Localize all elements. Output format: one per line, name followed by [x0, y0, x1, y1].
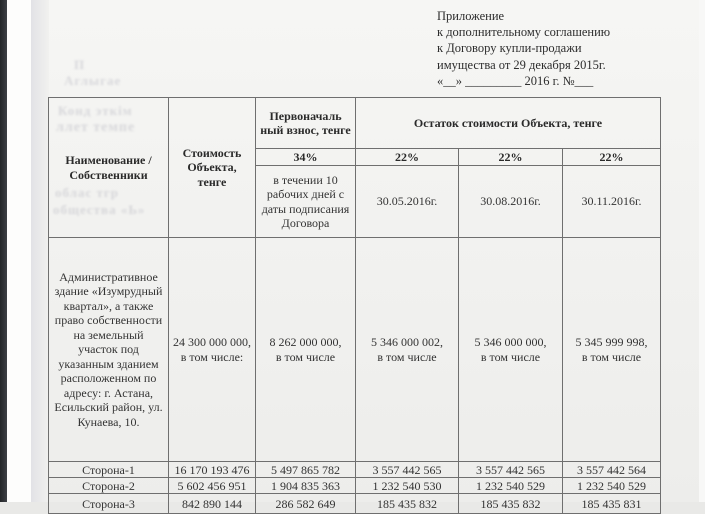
table-row [49, 494, 661, 514]
cell-payment-1: 3 557 442 565 [356, 462, 459, 478]
cell-payment-2: 1 232 540 529 [459, 478, 563, 494]
bleedthrough-text: облас тгр [55, 185, 120, 200]
doc-header-line: имущества от 29 декабря 2015г. [437, 57, 606, 72]
col-header-due-date-3: 30.11.2016г. [563, 166, 661, 238]
cell-payment-2 [459, 238, 563, 462]
col-header-due-date-1: 30.05.2016г. [356, 166, 459, 238]
table-row [49, 462, 661, 478]
amount: 24 300 000 000, [173, 334, 251, 349]
table-row [49, 478, 661, 494]
cell-initial-payment: 1 904 835 363 [256, 478, 356, 494]
cell-payment-2: 185 435 832 [459, 494, 563, 514]
scan-right-edge [699, 0, 705, 502]
col-header-cost: Стоимость Объекта, тенге [169, 98, 256, 238]
col-header-remainder-pct-2: 22% [459, 149, 563, 166]
cell-payment-1: 1 232 540 530 [356, 478, 459, 494]
bleedthrough-text: ллет темпе [56, 120, 136, 135]
payment-schedule-table [48, 97, 661, 514]
amount-note: в том числе: [180, 349, 244, 364]
cell-payment-2: 3 557 442 565 [459, 462, 563, 478]
scan-edge-gradient [31, 0, 49, 502]
col-header-due-date-2: 30.08.2016г. [459, 166, 563, 238]
scan-edge-shadow [0, 0, 7, 502]
cell-total-cost: 16 170 193 476 [169, 462, 256, 478]
cell-total-cost [169, 238, 256, 462]
cell-payment-1: 185 435 832 [356, 494, 459, 514]
col-header-remainder-pct-1: 22% [356, 149, 459, 166]
cell-initial-payment: 5 497 865 782 [256, 462, 356, 478]
cell-object-name: Административно​е здание «Изумрудный квартал», а также право собственности на земельный участок под указанным зданием расположенном по адресу: г. Астана, Есильский район, ул. Кунаева, 10. [49, 238, 169, 462]
amount-note: в том числе [377, 349, 437, 364]
cell-total-cost: 842 890 144 [169, 494, 256, 514]
cell-payment-3: 185 435 831 [563, 494, 661, 514]
col-header-remainder: Остаток стоимости Объекта, тенге [356, 98, 661, 149]
cell-party-name: Сторона-2 [49, 478, 169, 494]
col-header-initial-payment: Первоначаль​ный взнос, тенге [256, 98, 356, 149]
amount: 5 346 000 002, [371, 334, 443, 349]
document-header [437, 8, 692, 89]
amount: 8 262 000 000, [269, 334, 342, 349]
col-header-initial-terms: в течении 10 рабочих дней с даты подписания Договора [256, 166, 356, 238]
amount-note: в том числе [581, 349, 642, 364]
amount-note: в том числе [275, 349, 336, 364]
cell-payment-1 [356, 238, 459, 462]
amount-note: в том числе [480, 349, 541, 364]
bleedthrough-text: Аглыгае [64, 73, 122, 88]
amount: 5 346 000 000, [474, 334, 547, 349]
cell-payment-3: 3 557 442 564 [563, 462, 661, 478]
col-header-name: Наименование / Собственники [49, 98, 169, 238]
cell-total-cost: 5 602 456 951 [169, 478, 256, 494]
bleedthrough-text: общества «Ь» [53, 202, 146, 217]
cell-initial-payment: 286 582 649 [256, 494, 356, 514]
table-row [49, 238, 661, 462]
bleedthrough-text: Конд эткім [58, 103, 133, 118]
doc-header-line: к Договору купли-продажи [437, 41, 582, 56]
doc-header-line: Приложение [437, 9, 505, 23]
cell-initial-payment [256, 238, 356, 462]
cell-party-name: Сторона-1 [49, 462, 169, 478]
col-header-remainder-pct-3: 22% [563, 149, 661, 166]
amount: 5 345 999 998, [575, 334, 648, 349]
cell-payment-3: 1 232 540 529 [563, 478, 661, 494]
bleedthrough-text: П [74, 57, 86, 72]
col-header-initial-pct: 34% [256, 149, 356, 166]
doc-header-line: к дополнительному соглашению [437, 25, 611, 40]
doc-header-line: «__» _________ 2016 г. №___ [437, 73, 594, 88]
cell-party-name: Сторона-3 [49, 494, 169, 514]
cell-payment-3 [563, 238, 661, 462]
scan-edge-margin [7, 0, 31, 502]
